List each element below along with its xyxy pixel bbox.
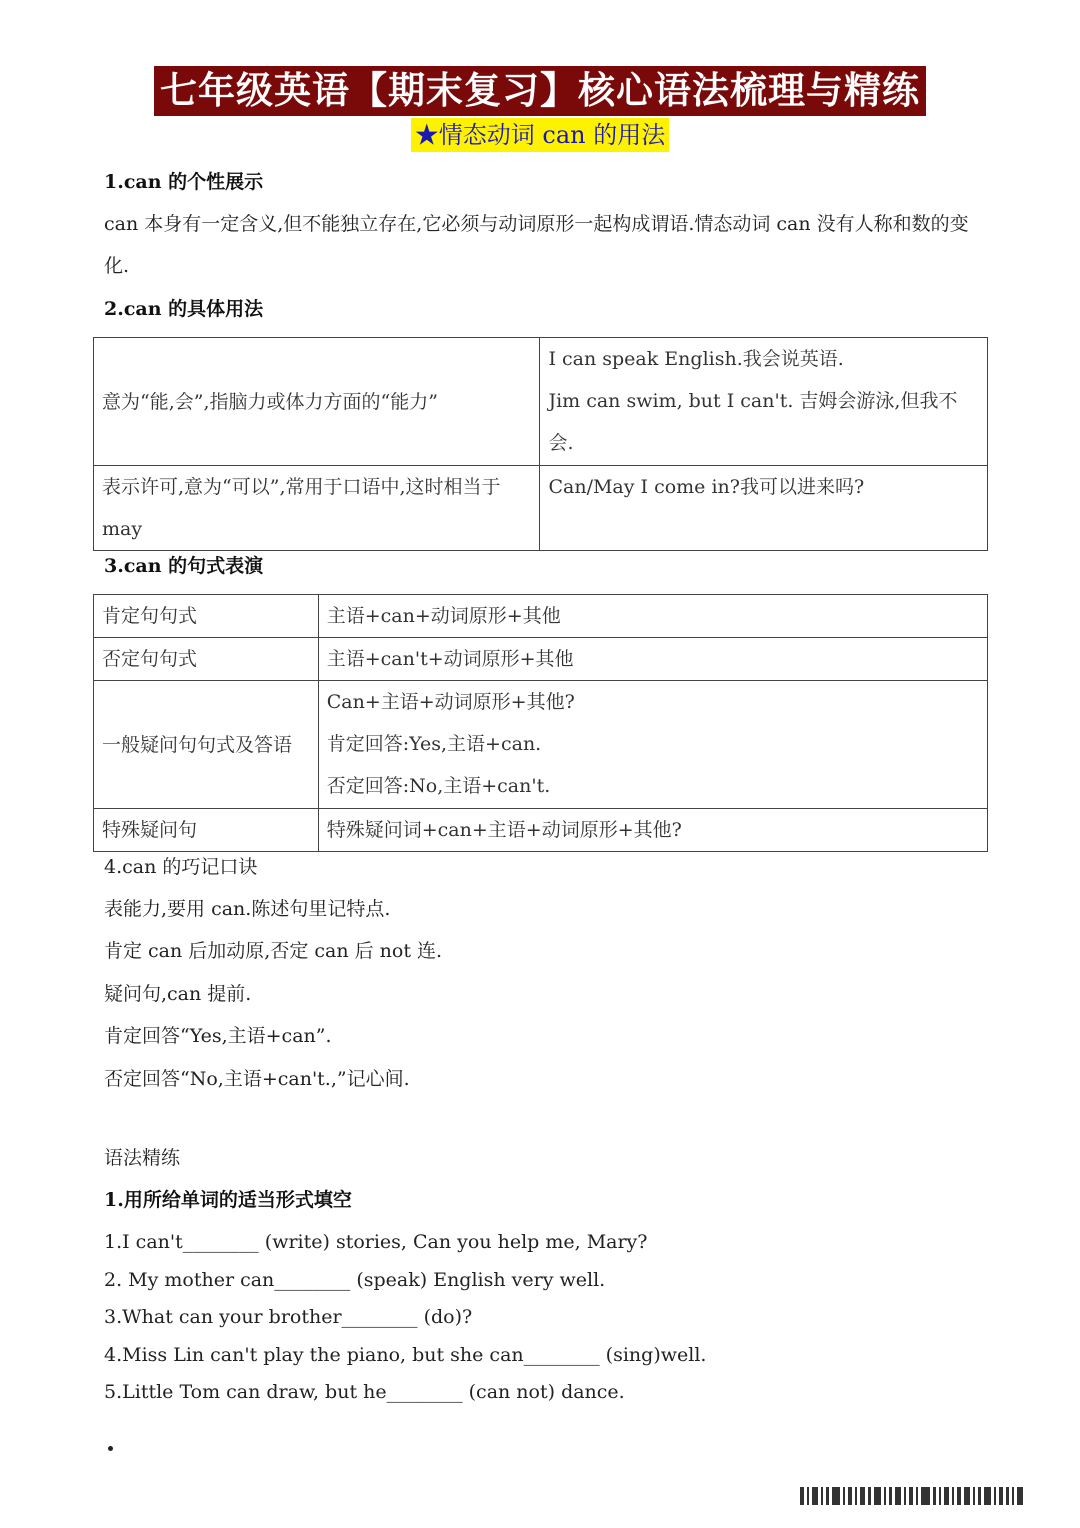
table-row [94, 809, 988, 852]
mnemonic-line: 肯定 can 后加动原,否定 can 后 not 连. [104, 940, 443, 962]
pattern-formula: 特殊疑问词+can+主语+动词原形+其他? [318, 809, 987, 852]
section3-heading: 3.can 的句式表演 [104, 555, 264, 577]
page-subtitle [411, 118, 669, 152]
example-line: Jim can swim, but I can't. 吉姆会游泳,但我不会. [548, 390, 958, 454]
exercise-item: 5.Little Tom can draw, but he________ (can not) dance. [104, 1381, 625, 1403]
table-row [94, 681, 988, 809]
pattern-formula: 主语+can+动词原形+其他 [318, 595, 987, 638]
pattern-type: 肯定句句式 [94, 595, 319, 638]
subtitle-container [0, 118, 1080, 152]
example-line: I can speak English.我会说英语. [548, 348, 844, 370]
practice-task: 1.用所给单词的适当形式填空 [104, 1189, 352, 1211]
watermark-barcode-icon [800, 1487, 1058, 1505]
subtitle-text: 情态动词 can 的用法 [438, 121, 666, 149]
section1-body: can 本身有一定含义,但不能独立存在,它必须与动词原形一起构成谓语.情态动词 can 没有人称和数的变化. [104, 213, 969, 277]
pattern-formula: Can+主语+动词原形+其他? [326, 691, 575, 713]
section1-heading: 1.can 的个性展示 [104, 171, 264, 193]
exercise-item: 1.I can't________ (write) stories, Can you help me, Mary? [104, 1231, 648, 1253]
pattern-formula: 主语+can't+动词原形+其他 [318, 638, 987, 681]
page-title: 七年级英语【期末复习】核心语法梳理与精练 [154, 66, 926, 116]
table-row [94, 638, 988, 681]
usage-meaning: 表示许可,意为“可以”,常用于口语中,这时相当于 may [94, 466, 540, 551]
table-row [94, 466, 988, 551]
exercise-item: 4.Miss Lin can't play the piano, but she can________ (sing)well. [104, 1344, 707, 1366]
exercise-item: 3.What can your brother________ (do)? [104, 1306, 473, 1328]
exercise-item: 2. My mother can________ (speak) English very well. [104, 1269, 606, 1291]
section4-heading: 4.can 的巧记口诀 [104, 856, 258, 878]
pattern-type: 一般疑问句句式及答语 [94, 681, 319, 809]
usage-table [93, 337, 988, 551]
table-row [94, 595, 988, 638]
mnemonic-line: 表能力,要用 can.陈述句里记特点. [104, 898, 391, 920]
usage-example: Can/May I come in?我可以进来吗? [540, 466, 988, 551]
usage-meaning: 意为“能,会”,指脑力或体力方面的“能力” [94, 338, 540, 466]
pattern-type: 否定句句式 [94, 638, 319, 681]
practice-heading: 语法精练 [104, 1147, 181, 1169]
pattern-type: 特殊疑问句 [94, 809, 319, 852]
star-icon: ★ [414, 121, 439, 149]
pattern-formula-block [318, 681, 987, 809]
answer-yes: 肯定回答:Yes,主语+can. [326, 733, 542, 755]
bullet-dot [108, 1446, 113, 1451]
pattern-table [93, 594, 988, 852]
mnemonic-line: 疑问句,can 提前. [104, 983, 252, 1005]
table-row [94, 338, 988, 466]
answer-no: 否定回答:No,主语+can't. [326, 775, 551, 797]
mnemonic-line: 肯定回答“Yes,主语+can”. [104, 1025, 332, 1047]
section2-heading: 2.can 的具体用法 [104, 298, 264, 320]
title-container [0, 66, 1080, 116]
usage-example [540, 338, 988, 466]
mnemonic-line: 否定回答“No,主语+can't.,”记心间. [104, 1068, 410, 1090]
